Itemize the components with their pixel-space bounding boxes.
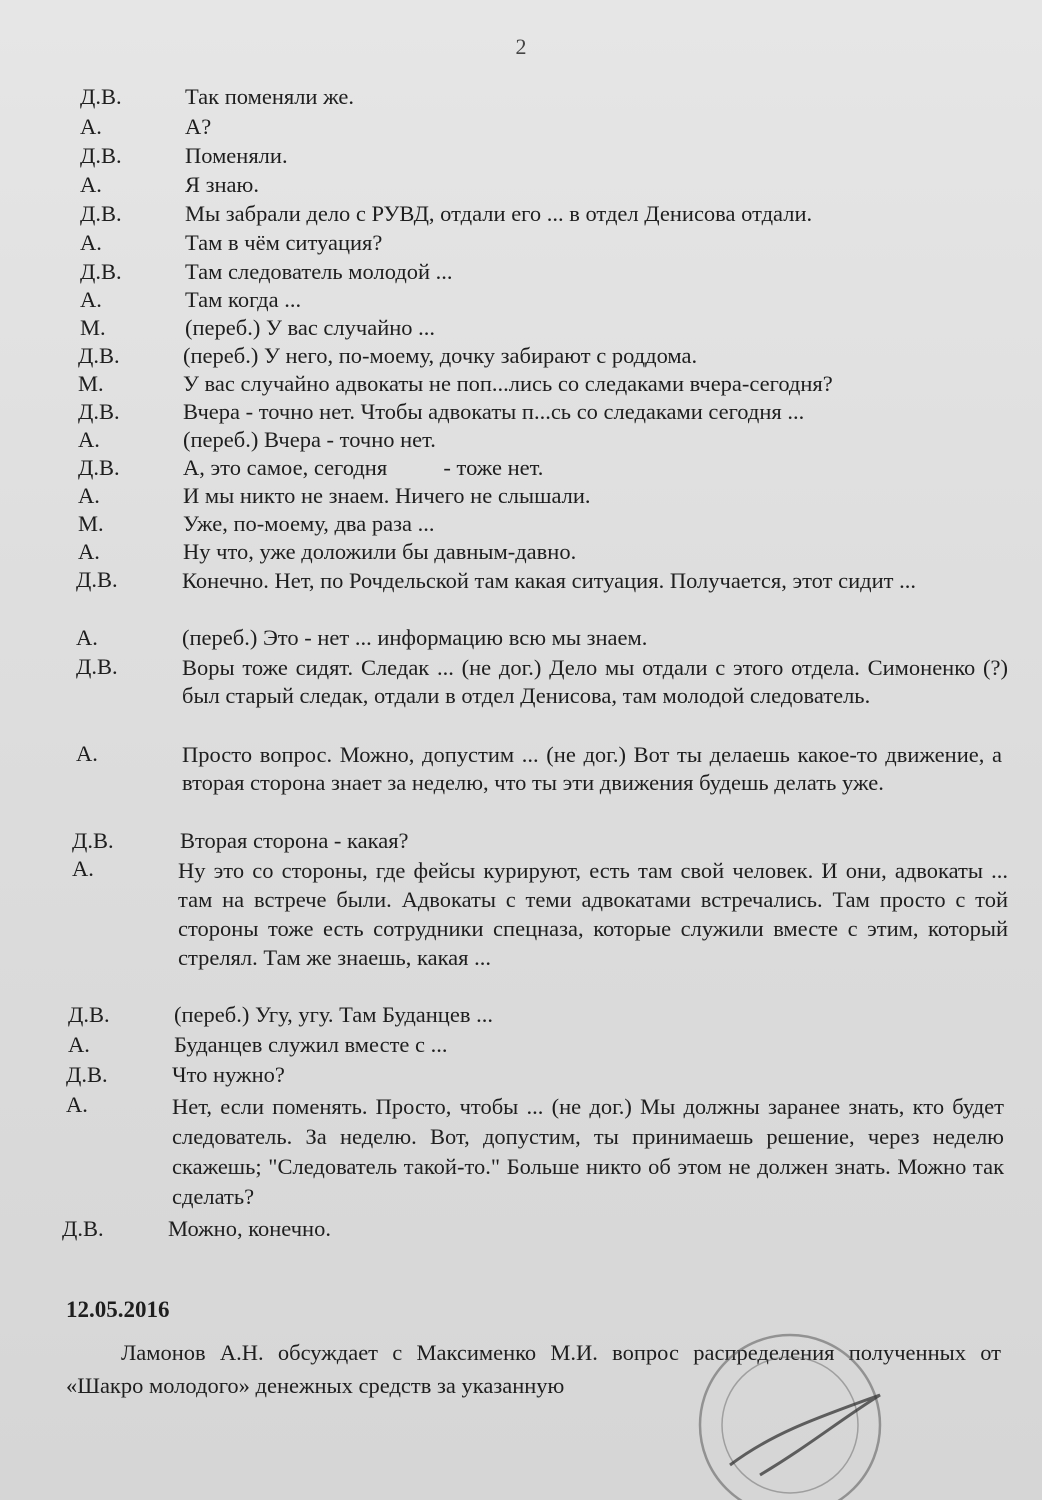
transcript-line bbox=[0, 483, 1042, 511]
speaker-label: Д.В. bbox=[78, 455, 120, 480]
transcript-line bbox=[0, 567, 1042, 625]
speaker-label: А. bbox=[72, 856, 94, 881]
speech-text: Мы забрали дело с РУВД, отдали его ... в отдел Денисова отдали. bbox=[185, 201, 813, 226]
speech-text: Вчера - точно нет. Чтобы адвокаты п...сь со следаками сегодня ... bbox=[183, 399, 805, 424]
speaker-label: Д.В. bbox=[80, 259, 122, 284]
speech-text: Можно, конечно. bbox=[168, 1216, 331, 1241]
speech-text: Просто вопрос. Можно, допустим ... (не дог.) Вот ты делаешь какое-то движение, а вторая сторона знает за неделю, что ты эти движения будешь делать уже. bbox=[182, 742, 1002, 795]
transcript-line bbox=[0, 114, 1042, 143]
transcript-line bbox=[0, 343, 1042, 371]
transcript-line bbox=[0, 259, 1042, 287]
speaker-label: А. bbox=[78, 427, 100, 452]
stamp-icon bbox=[690, 1325, 890, 1500]
speaker-label: А. bbox=[78, 483, 100, 508]
speech-text: (переб.) Вчера - точно нет. bbox=[183, 427, 436, 452]
speech-text: Я знаю. bbox=[185, 172, 259, 197]
entry-date: 12.05.2016 bbox=[66, 1297, 170, 1322]
speech-text: А? bbox=[185, 114, 212, 139]
transcript-line bbox=[0, 1092, 1042, 1216]
transcript-line bbox=[0, 84, 1042, 114]
transcript-line bbox=[0, 1002, 1042, 1032]
transcript-line bbox=[0, 741, 1042, 828]
speech-text: Что нужно? bbox=[172, 1062, 285, 1087]
speech-text: (переб.) У него, по-моему, дочку забирают с роддома. bbox=[183, 343, 698, 368]
speech-text: Так поменяли же. bbox=[185, 84, 354, 109]
transcript-line bbox=[0, 143, 1042, 172]
transcript-line bbox=[0, 287, 1042, 315]
transcript-line bbox=[0, 1216, 1042, 1246]
transcript-line bbox=[0, 1062, 1042, 1092]
speech-text: Ну что, уже доложили бы давным-давно. bbox=[183, 539, 577, 564]
speaker-label: Д.В. bbox=[68, 1002, 110, 1027]
speaker-label: М. bbox=[78, 371, 104, 396]
transcript-line bbox=[0, 539, 1042, 567]
speech-text: И мы никто не знаем. Ничего не слышали. bbox=[183, 483, 591, 508]
speaker-label: А. bbox=[76, 741, 98, 766]
speaker-label: А. bbox=[80, 114, 102, 139]
speech-text: (переб.) Угу, угу. Там Буданцев ... bbox=[174, 1002, 493, 1027]
speaker-label: А. bbox=[66, 1092, 88, 1117]
speaker-label: М. bbox=[78, 511, 104, 536]
speech-text: (переб.) Это - нет ... информацию всю мы знаем. bbox=[182, 625, 648, 650]
speech-text: Буданцев служил вместе с ... bbox=[174, 1032, 448, 1057]
speaker-label: А. bbox=[80, 172, 102, 197]
speaker-label: М. bbox=[80, 315, 106, 340]
transcript-line bbox=[0, 172, 1042, 201]
speaker-label: Д.В. bbox=[76, 654, 118, 679]
summary-paragraph: Ламонов А.Н. обсуждает с Максименко М.И. вопрос распределения полученных от «Шакро молодого» денежных средств за указанную bbox=[66, 1340, 1001, 1398]
speaker-label: Д.В. bbox=[62, 1216, 104, 1241]
speaker-label: Д.В. bbox=[72, 828, 114, 853]
speaker-label: Д.В. bbox=[78, 399, 120, 424]
speech-text: Конечно. Нет, по Рочдельской там какая ситуация. Получается, этот сидит ... bbox=[182, 568, 916, 593]
transcript-line bbox=[0, 399, 1042, 427]
speaker-label: А. bbox=[80, 287, 102, 312]
speaker-label: Д.В. bbox=[80, 143, 122, 168]
transcript-line bbox=[0, 315, 1042, 343]
transcript-line bbox=[0, 455, 1042, 483]
transcript-line bbox=[0, 230, 1042, 259]
transcript-line bbox=[0, 654, 1042, 741]
speech-text: Там следователь молодой ... bbox=[185, 259, 453, 284]
speech-text: Уже, по-моему, два раза ... bbox=[183, 511, 435, 536]
speech-text: Воры тоже сидят. Следак ... (не дог.) Дело мы отдали с этого отдела. Симоненко (?) был старый следак, отдали в отдел Денисова, там молодой следователь. bbox=[182, 655, 1008, 708]
speaker-label: Д.В. bbox=[80, 84, 122, 109]
speech-text: У вас случайно адвокаты не поп...лись со следаками вчера-сегодня? bbox=[183, 371, 833, 396]
speaker-label: Д.В. bbox=[66, 1062, 108, 1087]
speaker-label: А. bbox=[78, 539, 100, 564]
speech-text: Там в чём ситуация? bbox=[185, 230, 383, 255]
transcript-line bbox=[0, 427, 1042, 455]
transcript bbox=[0, 84, 1042, 1246]
speech-text: Нет, если поменять. Просто, чтобы ... (не дог.) Мы должны заранее знать, кто будет следователь. За неделю. Вот, допустим, ты принимаешь решение, через неделю скажешь; "Следователь такой-то." Больше никто об этом не должен знать. Можно так сделать? bbox=[172, 1094, 1004, 1209]
speaker-label: А. bbox=[80, 230, 102, 255]
speech-text: Там когда ... bbox=[185, 287, 302, 312]
speech-text: (переб.) У вас случайно ... bbox=[185, 315, 436, 340]
speech-text: Ну это со стороны, где фейсы курируют, есть там свой человек. И они, адвокаты ... там на встрече были. Адвокаты с теми адвокатами встречались. Там просто с той стороны тоже есть сотрудники спецназа, которые служили вместе с этим, который стрелял. Там же знаешь, какая ... bbox=[178, 858, 1008, 970]
speech-text: Поменяли. bbox=[185, 143, 288, 168]
speaker-label: Д.В. bbox=[78, 343, 120, 368]
transcript-line bbox=[0, 201, 1042, 230]
page-number: 2 bbox=[515, 34, 527, 59]
transcript-line bbox=[0, 511, 1042, 539]
speaker-label: Д.В. bbox=[76, 567, 118, 592]
transcript-line bbox=[0, 856, 1042, 1002]
transcript-line bbox=[0, 625, 1042, 654]
transcript-line bbox=[0, 1032, 1042, 1062]
transcript-line bbox=[0, 371, 1042, 399]
speech-text: Вторая сторона - какая? bbox=[180, 828, 409, 853]
transcript-line bbox=[0, 828, 1042, 856]
speaker-label: Д.В. bbox=[80, 201, 122, 226]
speaker-label: А. bbox=[68, 1032, 90, 1057]
speech-text: А, это самое, сегодня - тоже нет. bbox=[183, 455, 544, 480]
speaker-label: А. bbox=[76, 625, 98, 650]
